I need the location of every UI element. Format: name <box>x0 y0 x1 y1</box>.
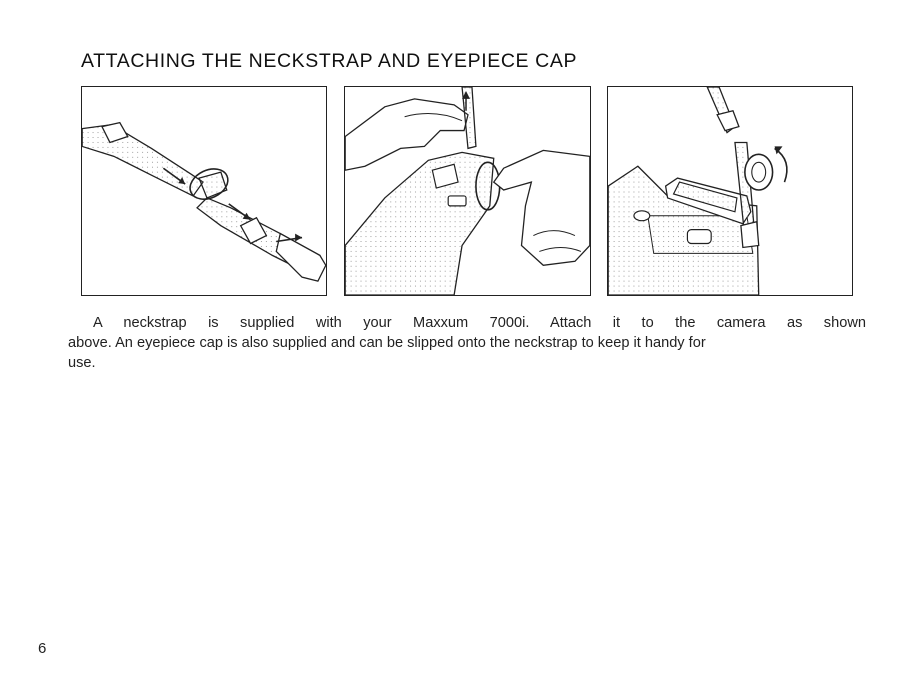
neckstrap-threading-illustration <box>82 87 326 295</box>
body-line: above. An eyepiece cap is also supplied and can be slipped onto the neckstrap to keep it handy for <box>68 335 706 351</box>
figure-eyepiece-cap <box>607 86 853 296</box>
body-line: use. <box>68 355 96 371</box>
body-line: A neckstrap is supplied with your Maxxum 7000i. Attach it to the camera as shown <box>93 315 866 331</box>
body-paragraph <box>68 313 866 373</box>
page-number: 6 <box>38 640 47 657</box>
eyepiece-cap-on-strap-illustration <box>608 87 852 295</box>
figure-neckstrap-threading <box>81 86 327 296</box>
page-title: ATTACHING THE NECKSTRAP AND EYEPIECE CAP <box>81 50 578 72</box>
strap-attach-to-camera-illustration <box>345 87 590 295</box>
figure-strap-to-camera <box>344 86 591 296</box>
